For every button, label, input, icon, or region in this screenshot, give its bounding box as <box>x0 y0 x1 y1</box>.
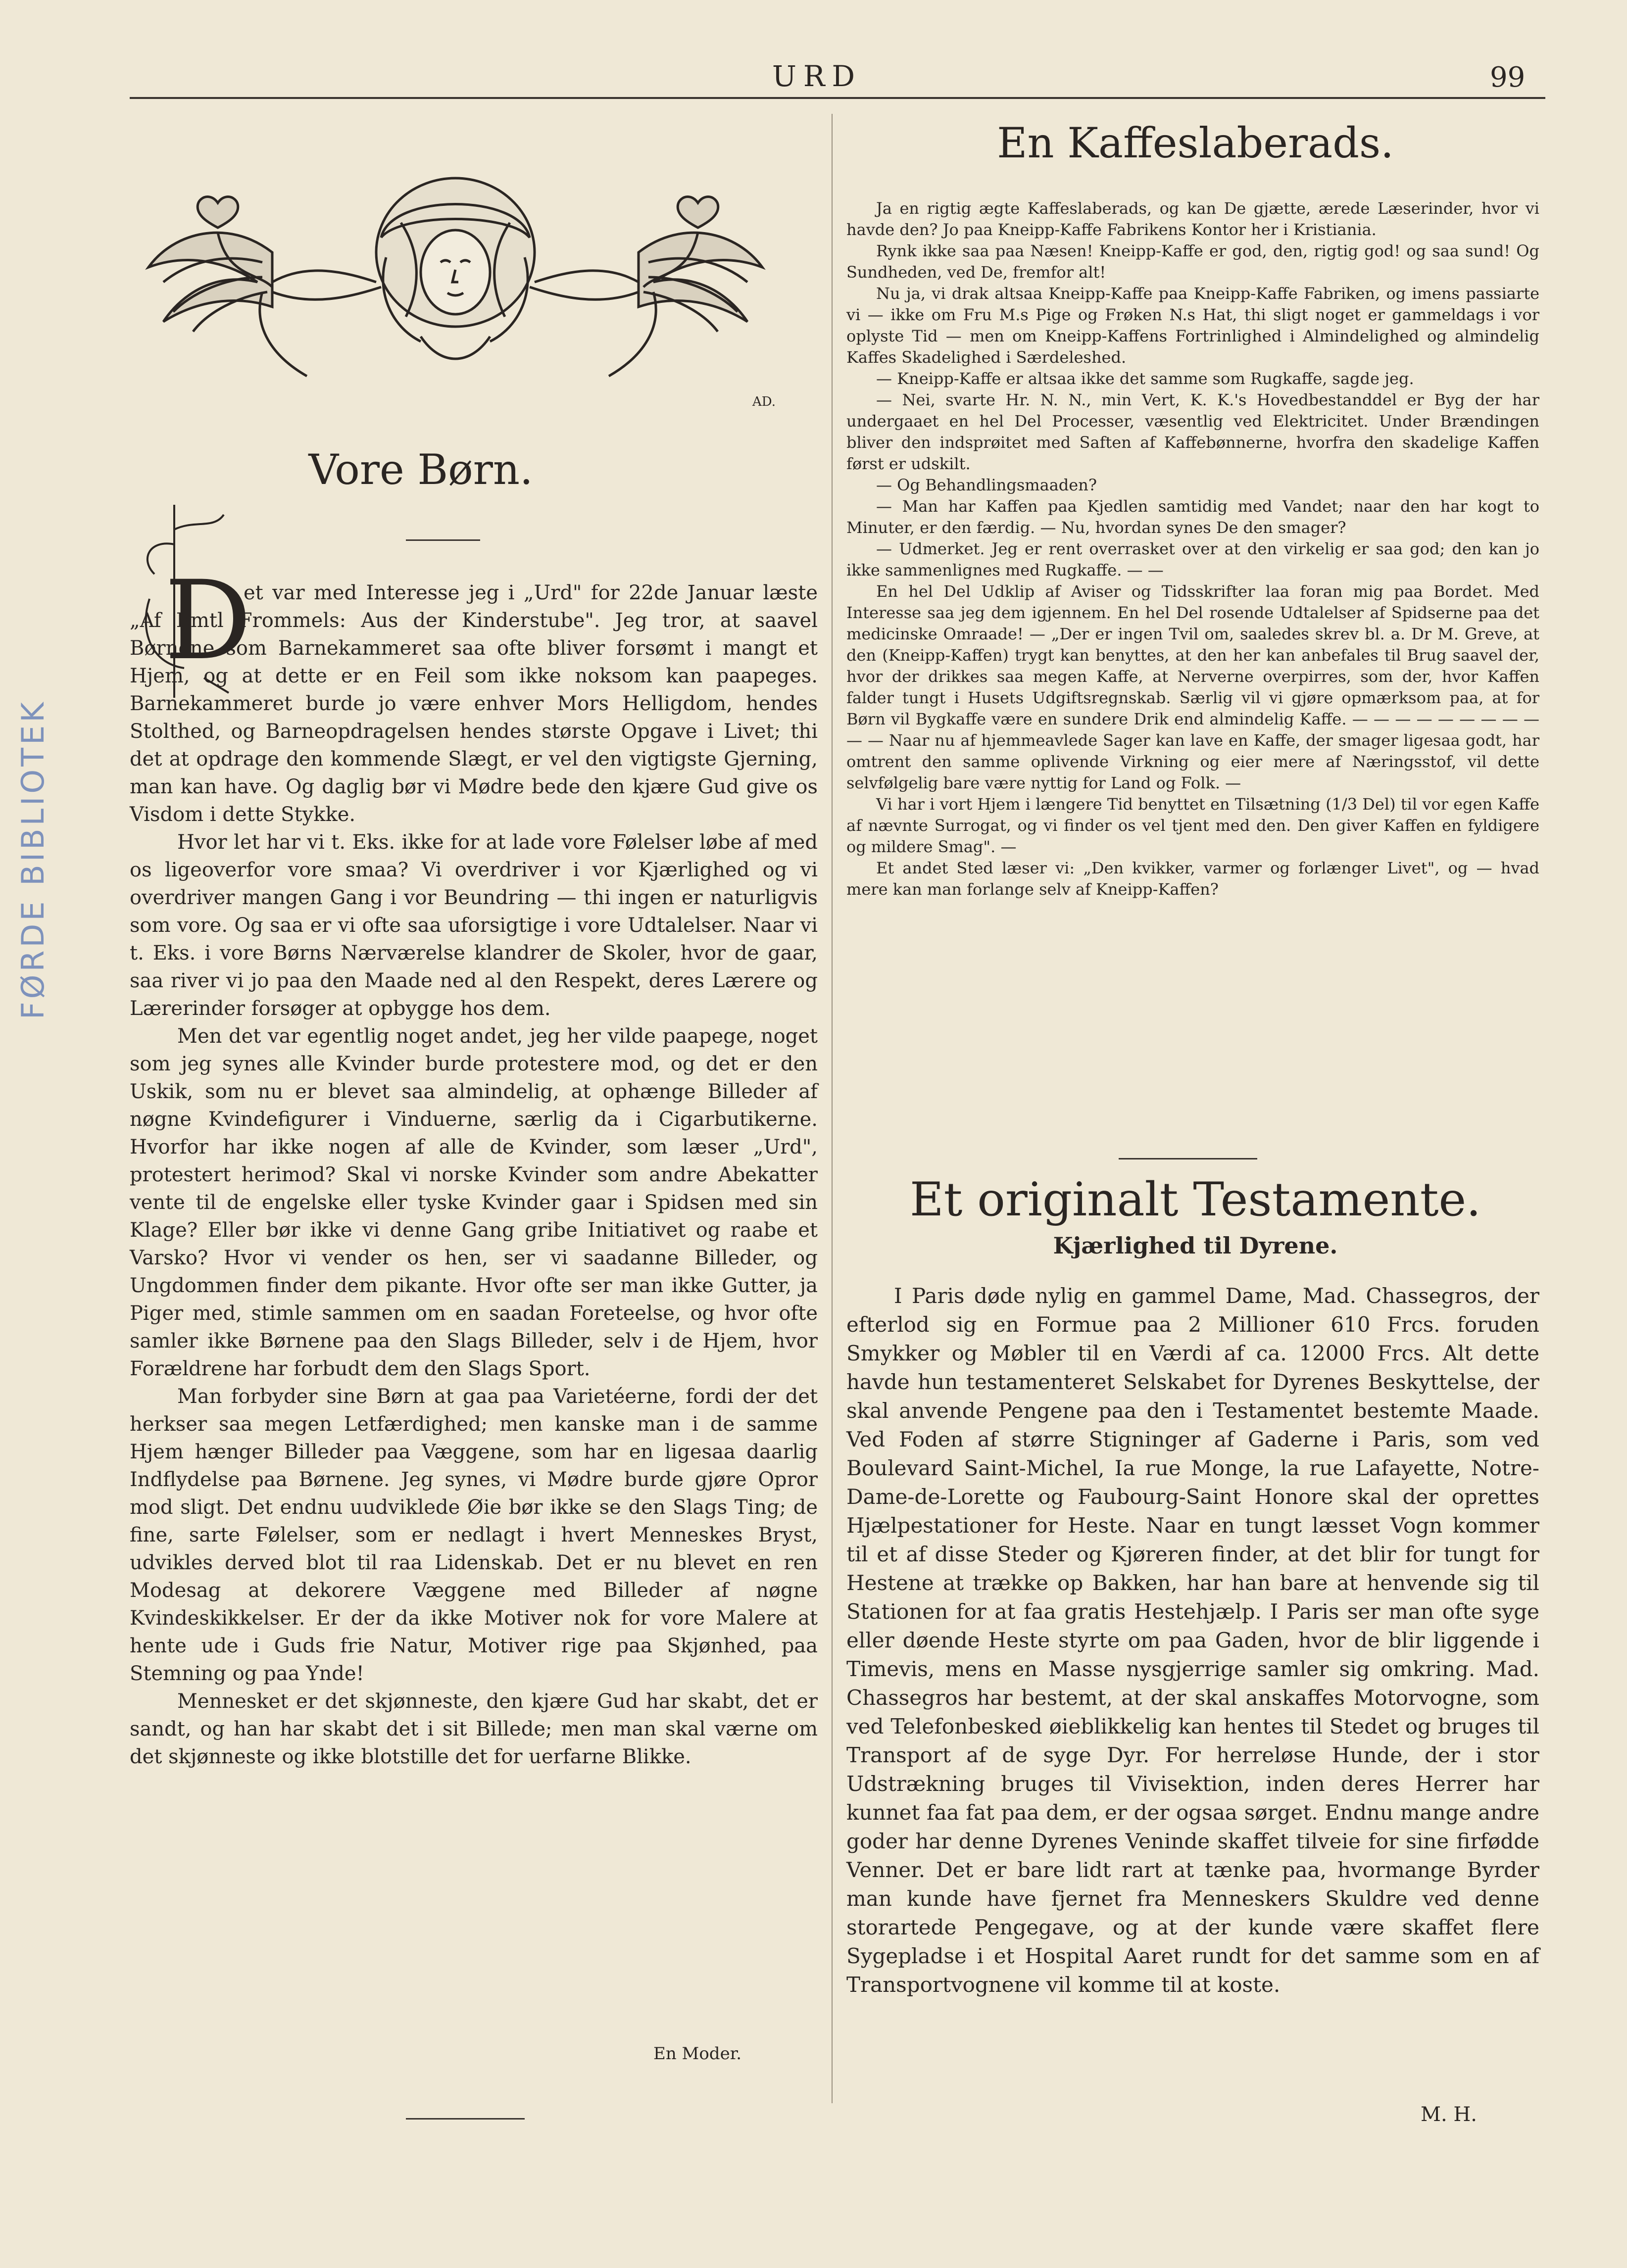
library-stamp: FØRDE BIBLIOTEK <box>15 699 51 1019</box>
right1-para-4: — Kneipp-Kaffe er altsaa ikke det samme som Rugkaffe, sagde jeg. <box>876 369 1414 388</box>
right1-para-9: En hel Del Udklip af Aviser og Tidsskrifter laa foran mig paa Bordet. Med Interesse saa jeg dem igjennem. En hel Del rosende Udtalelser af Spidserne paa det medicinske Omraade! — „Der er ingen Tvil om, saaledes skrev bl. a. Dr M. Greve, at den (Kneipp-Kaffen) trygt kan benyttes, at den her kan anbefales til Brug saavel der, hvor der drikkes saa megen Kaffe, at Nerverne overpirres, som der, hvor Kaffen falder tungt i Husets Udgiftsregnskab. Særlig vil vi gjøre opmærksom paa, at for Børn vil Bygkaffe være en sundere Drik end almindelig Kaffe. — — — — — — — — — — — Naar nu af hjemmeavlede Sager kan lave en Kaffe, der smager ligesaa godt, har omtrent den samme oplivende Virkning og eier mere af Næringsstof, vil dette selvfølgelig bare være nyttig for Land og Folk. — <box>846 582 1539 792</box>
left-article-signature: En Moder. <box>653 2044 742 2064</box>
right1-para-3: Nu ja, vi drak altsaa Kneipp-Kaffe paa Kneipp-Kaffe Fabriken, og imens passiarte vi — ikke om Fru M.s Pige og Frøken N.s Hat, thi sligt noget er gammeldags i vor oplyste Tid — men om Kneipp-Kaffens Fortrinlighed i Almindelighed og almindelig Kaffes Skadelighed i Særdeleshed. <box>846 284 1539 367</box>
right-article-2-body <box>846 1282 1539 1999</box>
right1-para-11: Et andet Sted læser vi: „Den kvikker, varmer og forlænger Livet", og — hvad mere kan man forlange selv af Kneipp-Kaffen? <box>846 859 1539 899</box>
right1-para-8: — Udmerket. Jeg er rent overrasket over at den virkelig er saa god; den kan jo ikke sammenlignes med Rugkaffe. — — <box>846 539 1539 579</box>
title-divider <box>406 539 480 541</box>
right-article-2-title: Et originalt Testamente. <box>909 1173 1481 1227</box>
page-number: 99 <box>1490 61 1526 94</box>
right1-para-6: — Og Behandlingsmaaden? <box>876 476 1097 494</box>
right-article-1-title: En Kaffeslaberads. <box>997 119 1394 167</box>
left-para-2: Hvor let har vi t. Eks. ikke for at lade vore Følelser løbe af med os ligeoverfor vore smaa? Vi overdriver i vor Kjærlighed og vi overdriver mangen Gang i vor Beundring — thi ingen er naturligvis som vore. Og saa er vi ofte saa uforsigtige i vore Udtalelser. Naar vi t. Eks. i vore Børns Nærværelse klandrer de Skoler, hvor de gaar, saa river vi jo paa den Maade ned al den Respekt, deres Lærere og Lærerinder forsøger at opbygge hos dem. <box>130 831 818 1020</box>
right1-para-1: Ja en rigtig ægte Kaffeslaberads, og kan De gjætte, ærede Læserinder, hvor vi havde den? Jo paa Kneipp-Kaffe Fabrikens Kontor her i Kristiania. <box>846 199 1539 239</box>
left-article-body <box>130 579 818 1771</box>
running-header-title: URD <box>772 59 862 93</box>
column-divider <box>832 114 833 2103</box>
right1-para-2: Rynk ikke saa paa Næsen! Kneipp-Kaffe er god, den, rigtig god! og saa sund! Og Sundheden, ved De, fremfor alt! <box>846 241 1539 282</box>
winged-cherub-illustration <box>144 178 776 411</box>
artist-monogram: AD. <box>752 394 776 409</box>
left-para-3: Men det var egentlig noget andet, jeg her vilde paapege, noget som jeg synes alle Kvinder burde protestere mod, og det er den Uskik, som nu er blevet saa almindelig, at ophænge Billeder af nøgne Kvindefigurer i Vinduerne, særlig da i Cigarbutikerne. Hvorfor har ikke nogen af alle de Kvinder, som læser „Urd", protestert herimod? Skal vi norske Kvinder som andre Abekatter vente til de engelske eller tyske Kvinder gaar i Spidsen med sin Klage? Eller bør ikke vi denne Gang gribe Initiativet og raabe et Varsko? Hvor vi vender os hen, ser vi saadanne Billeder, og Ungdommen finder dem pikante. Hvor ofte ser man ikke Gutter, ja Piger med, stimle sammen om en saadan Foreteelse, og hvor ofte samler ikke Børnene paa den Slags Billeder, selv i de Hjem, hvor Forældrene har forbudt dem den Slags Sport. <box>130 1025 818 1380</box>
left-para-4: Man forbyder sine Børn at gaa paa Varietéerne, fordi der det herkser saa megen Letfærdighed; men kanske man i de samme Hjem hænger Billeder paa Væggene, som har en ligesaa daarlig Indflydelse paa Børnene. Jeg synes, vi Mødre burde gjøre Opror mod sligt. Det endnu uudviklede Øie bør ikke se den Slags Ting; de fine, sarte Følelser, som er nedlagt i hvert Menneskes Bryst, udvikles derved blot til raa Lidenskab. Det er nu blevet en ren Modesag at dekorere Væggene med Billeder af nøgne Kvindeskikkelser. Er der da ikke Motiver nok for vore Malere at hente ude i Guds frie Natur, Motiver rige paa Skjønhed, paa Stemning og paa Ynde! <box>130 1385 818 1685</box>
header-rule <box>130 97 1545 99</box>
right1-para-5: — Nei, svarte Hr. N. N., min Vert, K. K.'s Hovedbestanddel er Byg der har undergaaet en hel Del Processer, væsentlig ved Elektricitet. Under Brændingen bliver den indsprøitet med Saften af Kaffebønnerne, hvorfra den skadelige Kaffen først er udskilt. <box>846 390 1539 473</box>
drop-cap-letter: D <box>164 557 252 684</box>
right-article-2-subtitle: Kjærlighed til Dyrene. <box>1053 1232 1338 1259</box>
right-article-1-body <box>846 198 1539 900</box>
left-para-1: et var med Interesse jeg i „Urd" for 22de Januar læste „Af Emtl Frommels: Aus der Kinderstube". Jeg tror, at saavel Børnene som Barnekammeret saa ofte bliver forsømt i mangt et Hjem, og at dette er en Feil som ikke noksom kan paapeges. Barnekammeret burde jo være enhver Mors Helligdom, hendes Stolthed, og Barneopdragelsen hendes største Opgave i Livet; thi det at opdrage den kommende Slægt, er vel den vigtigste Gjerning, man kan have. Og daglig bør vi Mødre bede den kjære Gud give os Visdom i dette Stykke. <box>130 581 818 826</box>
left-end-rule <box>406 2118 525 2120</box>
left-article-title: Vore Børn. <box>308 445 533 494</box>
section-divider <box>1119 1158 1257 1159</box>
right-article-2-signature: M. H. <box>1421 2103 1477 2126</box>
right2-para-1: I Paris døde nylig en gammel Dame, Mad. Chassegros, der efterlod sig en Formue paa 2 Millioner 610 Frcs. foruden Smykker og Møbler til en Værdi af ca. 12000 Frcs. Alt dette havde hun testamenteret Selskabet for Dyrenes Beskyttelse, der skal anvende Pengene paa den i Testamentet bestemte Maade. Ved Foden af større Stigninger af Gaderne i Paris, som ved Boulevard Saint-Michel, Ia rue Monge, la rue Lafayette, Notre-Dame-de-Lorette og Faubourg-Saint Honore skal der oprettes Hjælpestationer for Heste. Naar en tungt læsset Vogn kommer til et af disse Steder og Kjøreren finder, at det blir for tungt for Hestene at trække op Bakken, har han bare at henvende sig til Stationen for at faa gratis Hestehjælp. I Paris ser man ofte syge eller døende Heste styrte om paa Gaden, hvor de blir liggende i Timevis, mens en Masse nysgjerrige samler sig omkring. Mad. Chassegros har bestemt, at der skal anskaffes Motorvogne, som ved Telefonbesked øieblikkelig kan hentes til Stedet og bruges til Transport af de syge Dyr. For herreløse Hunde, der i stor Udstrækning bruges til Vivisektion, inden deres Herrer har kunnet faa fat paa dem, er der ogsaa sørget. Endnu mange andre goder har denne Dyrenes Veninde skaffet tilveie for sine firfødde Venner. Det er bare lidt rart at tænke paa, hvormange Byrder man kunde have fjernet fra Menneskers Skuldre ved denne storartede Pengegave, og at der kunde være skaffet flere Sygepladse i et Hospital Aaret rundt for det samme som en af Transportvognene vil komme til at koste. <box>846 1284 1539 1997</box>
right1-para-7: — Man har Kaffen paa Kjedlen samtidig med Vandet; naar den har kogt to Minuter, er den færdig. — Nu, hvordan synes De den smager? <box>846 497 1539 537</box>
right1-para-10: Vi har i vort Hjem i længere Tid benyttet en Tilsætning (1/3 Del) til vor egen Kaffe af nævnte Surrogat, og vi finder os vel tjent med den. Den giver Kaffen en fyldigere og mildere Smag". — <box>846 795 1539 856</box>
left-para-5: Mennesket er det skjønneste, den kjære Gud har skabt, det er sandt, og han har skabt det i sit Billede; men man skal værne om det skjønneste og ikke blotstille det for uerfarne Blikke. <box>130 1690 818 1768</box>
